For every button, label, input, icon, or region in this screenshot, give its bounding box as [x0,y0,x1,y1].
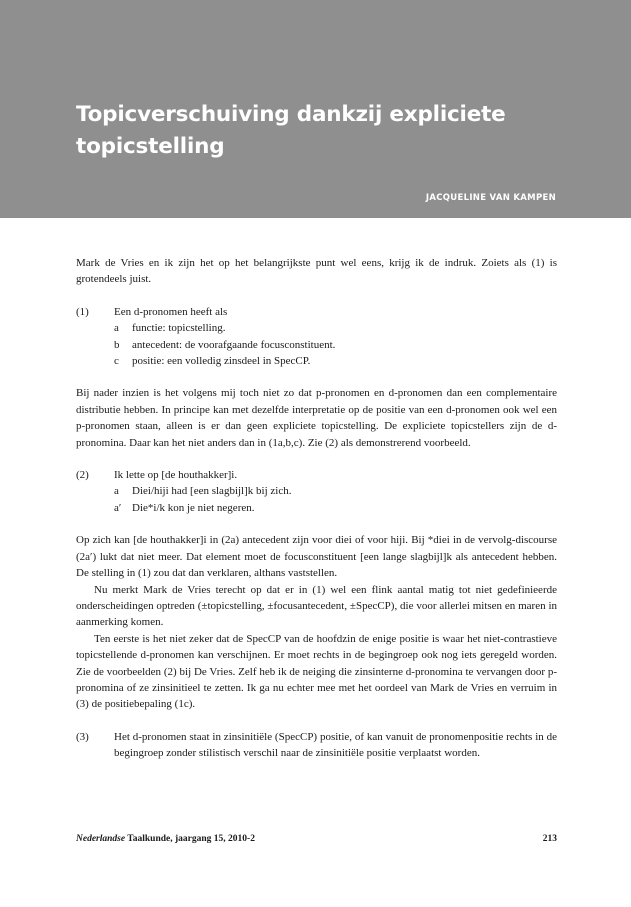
paragraph-4: Nu merkt Mark de Vries terecht op dat er in (1) wel een flink aantal matig tot niet gedefinieerde onderscheidingen optreden (±topicstelling, ±focusantecedent, ±SpecCP), die voor allerlei mitsen en maren in aanmerking komen. [76,583,557,629]
article-title [76,99,556,163]
page-number: 213 [542,834,557,844]
item-label: b [114,338,120,351]
example-number: (1) [76,305,89,318]
example-item [114,500,557,516]
example-item [114,483,557,499]
item-label: a [114,485,119,498]
title-banner [0,0,631,218]
example-item [114,353,557,369]
example-head: Een d-pronomen heeft als [114,305,228,318]
article-body [76,255,557,762]
page-footer [76,834,557,844]
item-text: Die*i/k kon je niet negeren. [132,501,255,514]
item-label: a [114,322,119,335]
example-number: (2) [76,469,89,482]
example-item [114,320,557,336]
example-item [114,337,557,353]
journal-details: Taalkunde, jaargang 15, 2010-2 [125,834,255,844]
example-number: (3) [76,730,89,743]
title-line-2: topicstelling [76,134,225,159]
example-2 [76,467,557,516]
paragraph-2: Bij nader inzien is het volgens mij toch niet zo dat p-pronomen en d-pronomen dan een complementaire distributie hebben. In principe kan met dezelfde interpretatie op de positie van een d-pronomen ook wel een p-pronomen staan, alleen is er dan geen expliciete topicstelling. De expliciete topicstellers zijn de d-pronomina. Daar kan het niet anders dan in (1a,b,c). Zie (2) als demonstrerend voorbeeld. [76,387,557,449]
journal-name-italic: Nederlandse [76,834,126,844]
example-head: Ik lette op [de houthakker]i. [114,469,238,482]
example-3 [76,729,557,762]
journal-citation [76,834,255,844]
item-text: Diei/hiji had [een slagbijl]k bij zich. [132,485,292,498]
item-label: c [114,355,119,368]
item-text: antecedent: de voorafgaande focusconstituent. [132,338,336,351]
item-text: functie: topicstelling. [132,322,226,335]
paragraph-3: Op zich kan [de houthakker]i in (2a) antecedent zijn voor diei of voor hiji. Bij *diei in de vervolg-discourse (2a′) lukt dat niet meer. Dat element moet de focusconstituent [een lange slagbijl]k als antecedent hebben. De stelling in (1) zou dat dan verklaren, althans vaststellen. [76,534,557,580]
author-name: JACQUELINE VAN KAMPEN [425,193,556,203]
example-1 [76,304,557,370]
example-text: Het d-pronomen staat in zinsinitiële (SpecCP) positie, of kan vanuit de pronomenpositie rechts in de begingroep zonder stilistisch verschil naar de zinsinitiële positie verplaatst worden. [114,730,557,760]
paragraph-5: Ten eerste is het niet zeker dat de SpecCP van de hoofdzin de enige positie is waar het niet-contrastieve topicstellende d-pronomen kan verschijnen. Er moet rechts in de begingroep ook nog iets geregeld worden. Zie de voorbeelden (2) bij De Vries. Zelf heb ik de neiging die zinsinterne d-pronomina te vervangen door p-pronomina of ze zinsinitieel te zetten. Ik ga nu echter mee met het oordeel van Mark de Vries en verruim in (3) de positiebepaling (1c). [76,632,557,711]
item-text: positie: een volledig zinsdeel in SpecCP. [132,355,311,368]
item-label: a′ [114,501,122,514]
paragraph-intro: Mark de Vries en ik zijn het op het belangrijkste punt wel eens, krijg ik de indruk. Zoiets als (1) is grotendeels juist. [76,257,557,286]
title-line-1: Topicverschuiving dankzij expliciete [76,102,506,127]
